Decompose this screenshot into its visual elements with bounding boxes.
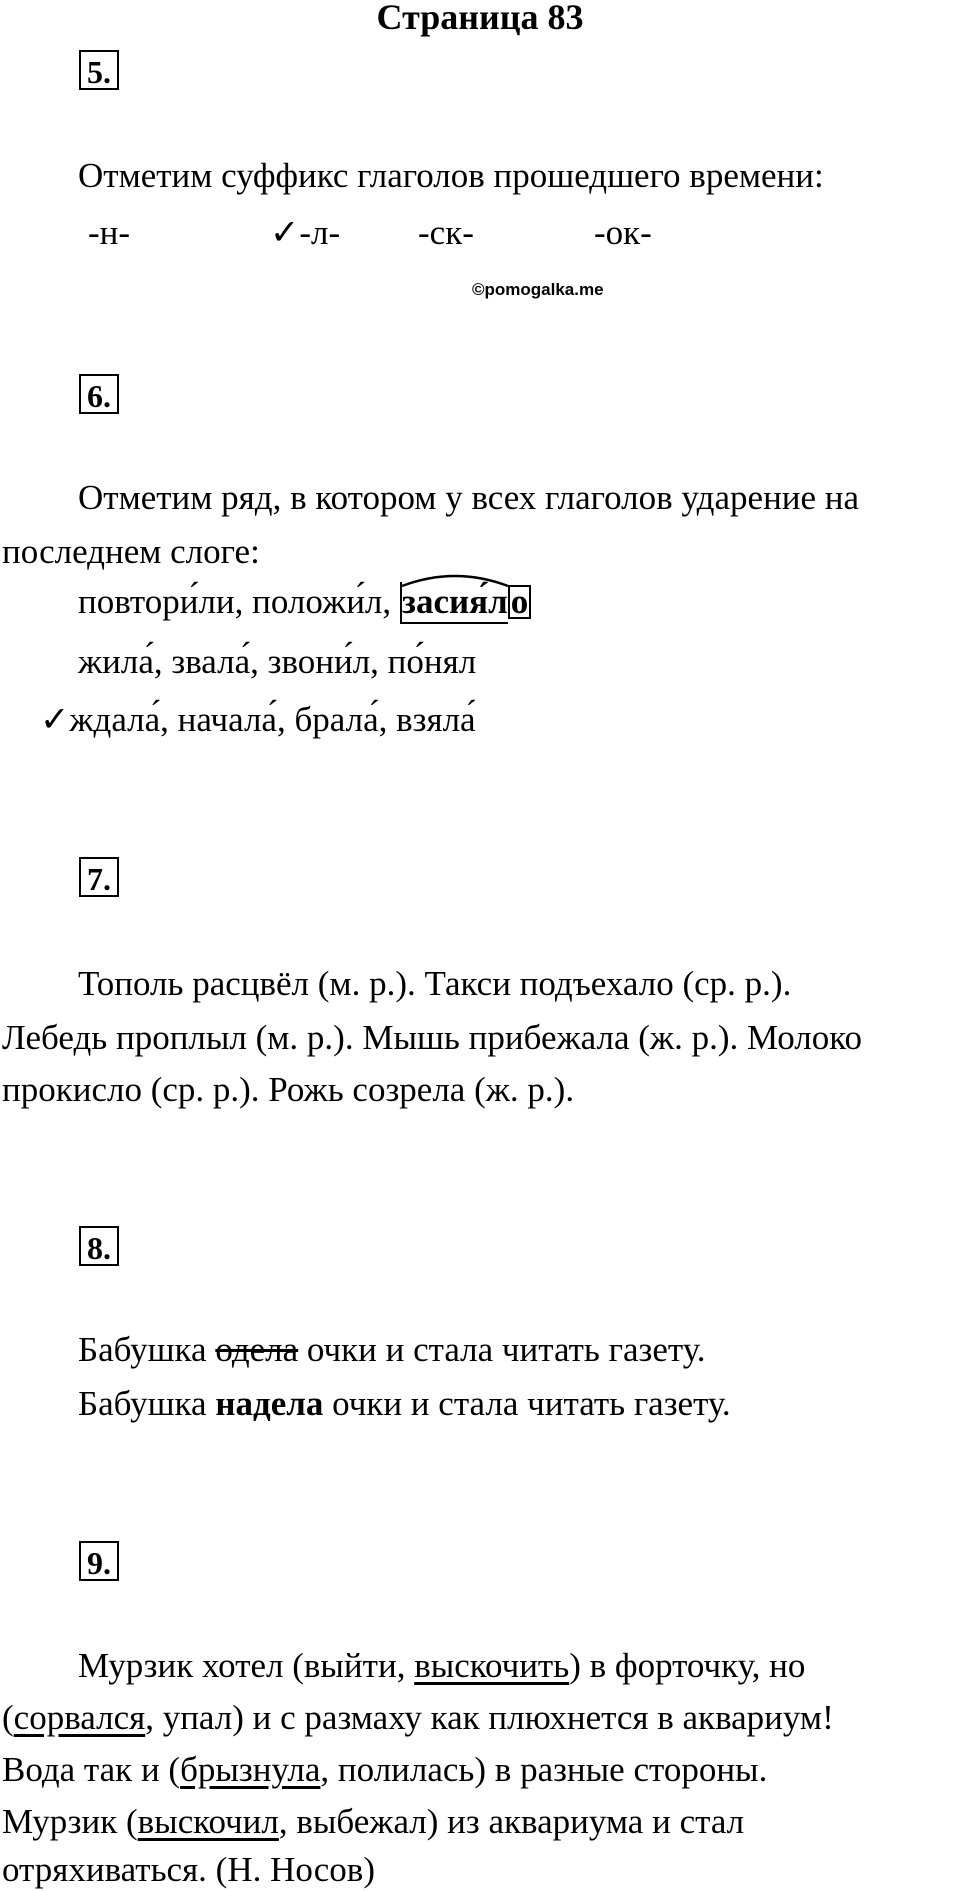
page-title: Страница 83 <box>376 0 584 37</box>
check-mark-icon: ✓ <box>270 213 300 252</box>
word-base: засия́л <box>400 582 508 624</box>
task6-prompt-line1: Отметим ряд, в котором у всех глаголов ударение на <box>78 478 860 517</box>
task5-option-2 <box>270 213 340 253</box>
underlined-word: сорвался <box>13 1698 146 1737</box>
task9-line1-end: ) в форточку, но <box>569 1646 806 1685</box>
task8-line1-end: очки и стала читать газету. <box>298 1330 706 1369</box>
check-mark-icon: ✓ <box>40 700 70 739</box>
task9-line3 <box>2 1750 767 1790</box>
task5-prompt: Отметим суффикс глаголов прошедшего времени: <box>78 156 824 195</box>
task8-line2-end: очки и стала читать газету. <box>323 1384 731 1423</box>
task6-prompt-line2: последнем слоге: <box>2 532 260 571</box>
task8-line2-start: Бабушка <box>78 1384 216 1423</box>
task9-line2 <box>2 1698 834 1738</box>
struck-word: одела <box>215 1330 299 1369</box>
task5-number: 5. <box>79 50 119 90</box>
underlined-word: брызнула <box>180 1750 321 1789</box>
task5-option-2-label: -л- <box>299 213 341 252</box>
underlined-word: выскочил <box>137 1802 279 1841</box>
task9-line4 <box>2 1802 744 1842</box>
task9-line5: отряхиваться. (Н. Носов) <box>2 1850 375 1889</box>
root-arc-icon <box>400 574 515 588</box>
task6-row3 <box>40 700 476 740</box>
watermark: ©pomogalka.me <box>472 280 604 299</box>
task5-option-3: -ск- <box>418 213 474 252</box>
task9-line3-start: Вода так и ( <box>2 1750 181 1789</box>
task7-line2: Лебедь проплыл (м. р.). Мышь прибежала (ж. р.). Молоко <box>2 1018 862 1057</box>
task7-number: 7. <box>79 857 119 897</box>
task5-option-1: -н- <box>88 213 131 252</box>
task6-row3-text: ждала́, начала́, брала́, взяла́ <box>69 700 476 739</box>
task9-number: 9. <box>79 1541 119 1581</box>
task8-line2 <box>78 1384 731 1424</box>
task9-line4-start: Мурзик ( <box>2 1802 138 1841</box>
task8-number: 8. <box>79 1226 119 1266</box>
task9-line2-end: , упал) и с размаху как плюхнется в аквариум! <box>145 1698 834 1737</box>
morpheme-word <box>400 582 531 624</box>
task7-line3: прокисло (ср. р.). Рожь созрела (ж. р.). <box>2 1070 575 1109</box>
task7-line1: Тополь расцвёл (м. р.). Такси подъехало (ср. р.). <box>78 964 792 1003</box>
underlined-word: выскочить <box>414 1646 570 1685</box>
word-ending: о <box>508 585 532 619</box>
task6-row1-text: повтори́ли, положи́л, <box>78 582 400 621</box>
task8-line1-start: Бабушка <box>78 1330 216 1369</box>
task6-row2: жила́, звала́, звони́л, по́нял <box>78 642 477 681</box>
task9-line1-start: Мурзик хотел (выйти, <box>78 1646 415 1685</box>
task9-line4-end: , выбежал) из аквариума и стал <box>278 1802 745 1841</box>
task6-number: 6. <box>79 374 119 414</box>
task9-line1 <box>78 1646 805 1686</box>
task9-line2-start: ( <box>2 1698 14 1737</box>
bold-word: надела <box>215 1384 324 1423</box>
task5-option-4: -ок- <box>594 213 652 252</box>
task9-line3-end: , полилась) в разные стороны. <box>320 1750 768 1789</box>
task8-line1 <box>78 1330 705 1370</box>
task6-row1 <box>78 582 531 624</box>
